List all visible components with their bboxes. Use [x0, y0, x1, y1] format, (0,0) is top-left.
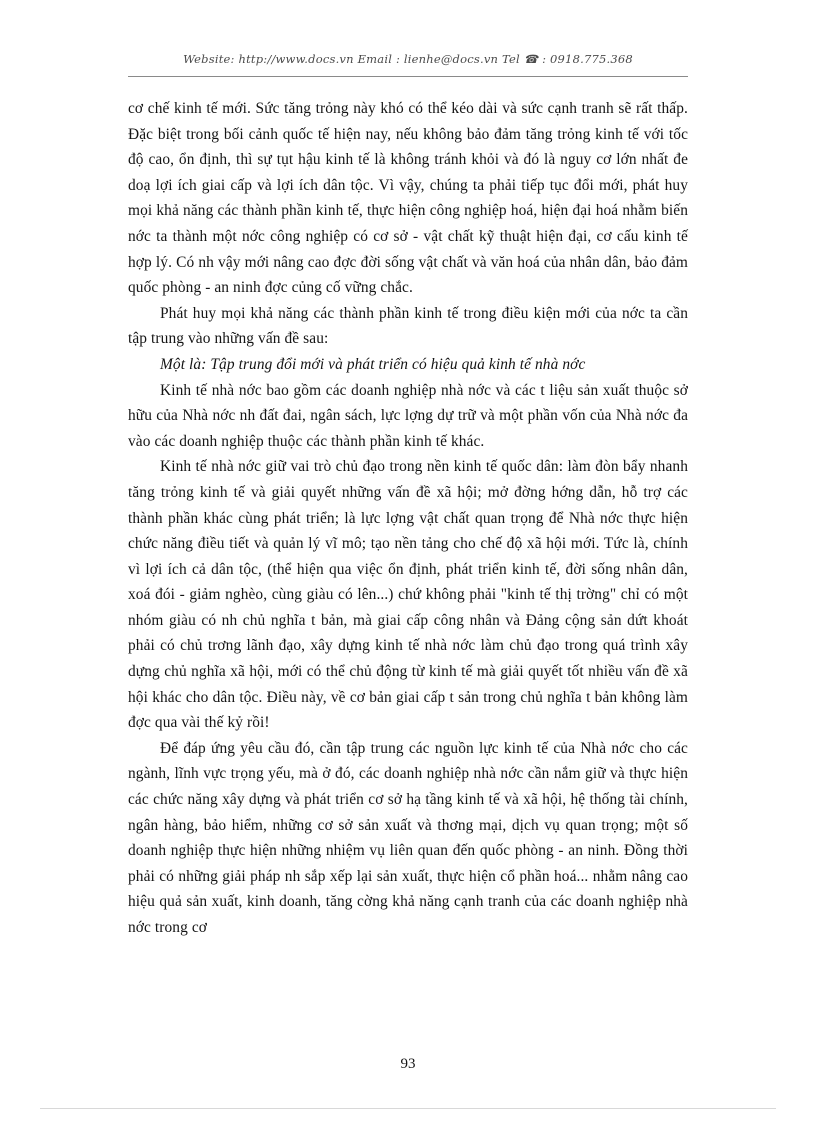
- page-number: 93: [400, 1056, 416, 1072]
- paragraph-1: cơ chế kinh tế mới. Sức tăng trỏng này khó có thể kéo dài và sức cạnh tranh sẽ rất thấp. Đặc biệt trong bối cảnh quốc tế hiện nay, nếu không bảo đảm tăng trỏng kinh tế với tốc độ cao, ổn định, thì sự tụt hậu kinh tế là không tránh khỏi và đó là nguy cơ lớn nhất đe doạ lợi ích giai cấp và lợi ích dân tộc. Vì vậy, chúng ta phải tiếp tục đổi mới, phát huy mọi khả năng các thành phần kinh tế, thực hiện công nghiệp hoá, hiện đại hoá nhằm biến nớc ta thành một nớc công nghiệp có cơ sở - vật chất kỹ thuật hiện đại, cơ cấu kinh tế hợp lý. Có nh vậy mới nâng cao đợc đời sống vật chất và văn hoá của nhân dân, bảo đảm quốc phòng - an ninh đợc củng cố vững chắc.: [128, 100, 688, 297]
- page-header: [128, 52, 688, 66]
- paragraph-4: Kinh tế nhà nớc bao gồm các doanh nghiệp nhà nớc và các t liệu sản xuất thuộc sở hữu của Nhà nớc nh đất đai, ngân sách, lực lợng dự trữ và một phần vốn của Nhà nớc đa vào các doanh nghiệp thuộc các thành phần kinh tế khác.: [128, 381, 688, 450]
- footer-divider: [40, 1108, 776, 1109]
- header-divider: [128, 76, 688, 77]
- paragraph-6: Để đáp ứng yêu cầu đó, cần tập trung các nguồn lực kinh tế của Nhà nớc cho các ngành, lĩnh vực trọng yếu, mà ở đó, các doanh nghiệp nhà nớc cần nắm giữ và thực hiện các chức năng xây dựng và phát triển cơ sở hạ tầng kinh tế và xã hội, hệ thống tài chính, ngân hàng, bảo hiểm, những cơ sở sản xuất và thơng mại, dịch vụ quan trọng; một số doanh nghiệp thực hiện những nhiệm vụ liên quan đến quốc phòng - an ninh. Đồng thời phải có những giải pháp nh sắp xếp lại sản xuất, thực hiện cổ phần hoá... nhằm nâng cao hiệu quả sản xuất, kinh doanh, tăng cờng khả năng cạnh tranh của các doanh nghiệp nhà nớc trong cơ: [128, 739, 688, 936]
- paragraph-heading-mot-la: Một là: Tập trung đổi mới và phát triển có hiệu quả kinh tế nhà nớc: [160, 355, 586, 373]
- paragraph-2: Phát huy mọi khả năng các thành phần kinh tế trong điều kiện mới của nớc ta cần tập trung vào những vấn đề sau:: [128, 304, 688, 348]
- document-body: [128, 96, 688, 941]
- paragraph-5: Kinh tế nhà nớc giữ vai trò chủ đạo trong nền kinh tế quốc dân: làm đòn bẩy nhanh tăng trỏng kinh tế và giải quyết những vấn đề xã hội; mở đờng hớng dẫn, hỗ trợ các thành phần khác cùng phát triển; là lực lợng vật chất quan trọng để Nhà nớc thực hiện chức năng điều tiết và quản lý vĩ mô; tạo nền tảng cho chế độ xã hội mới. Tức là, chính vì lợi ích cả dân tộc, (thể hiện qua việc ổn định, phát triển kinh tế, đời sống nhân dân, xoá đói - giảm nghèo, cùng giàu có lên...) chứ không phải "kinh tế thị trờng" chỉ có một nhóm giàu có nh chủ nghĩa t bản, mà giai cấp công nhân và Đảng cộng sản dứt khoát phải có chủ trơng lãnh đạo, xây dựng kinh tế nhà nớc làm chủ đạo trong quá trình xây dựng chủ nghĩa xã hội, mới có thể chủ động từ kinh tế mà giải quyết tốt nhiều vấn đề xã hội khác cho dân tộc. Điều này, về cơ bản giai cấp t sản trong chủ nghĩa t bản không làm đợc qua vài thế kỷ rồi!: [128, 458, 688, 732]
- header-contact-line: Website: http://www.docs.vn Email : lienhe@docs.vn Tel ☎ : 0918.775.368: [183, 52, 633, 66]
